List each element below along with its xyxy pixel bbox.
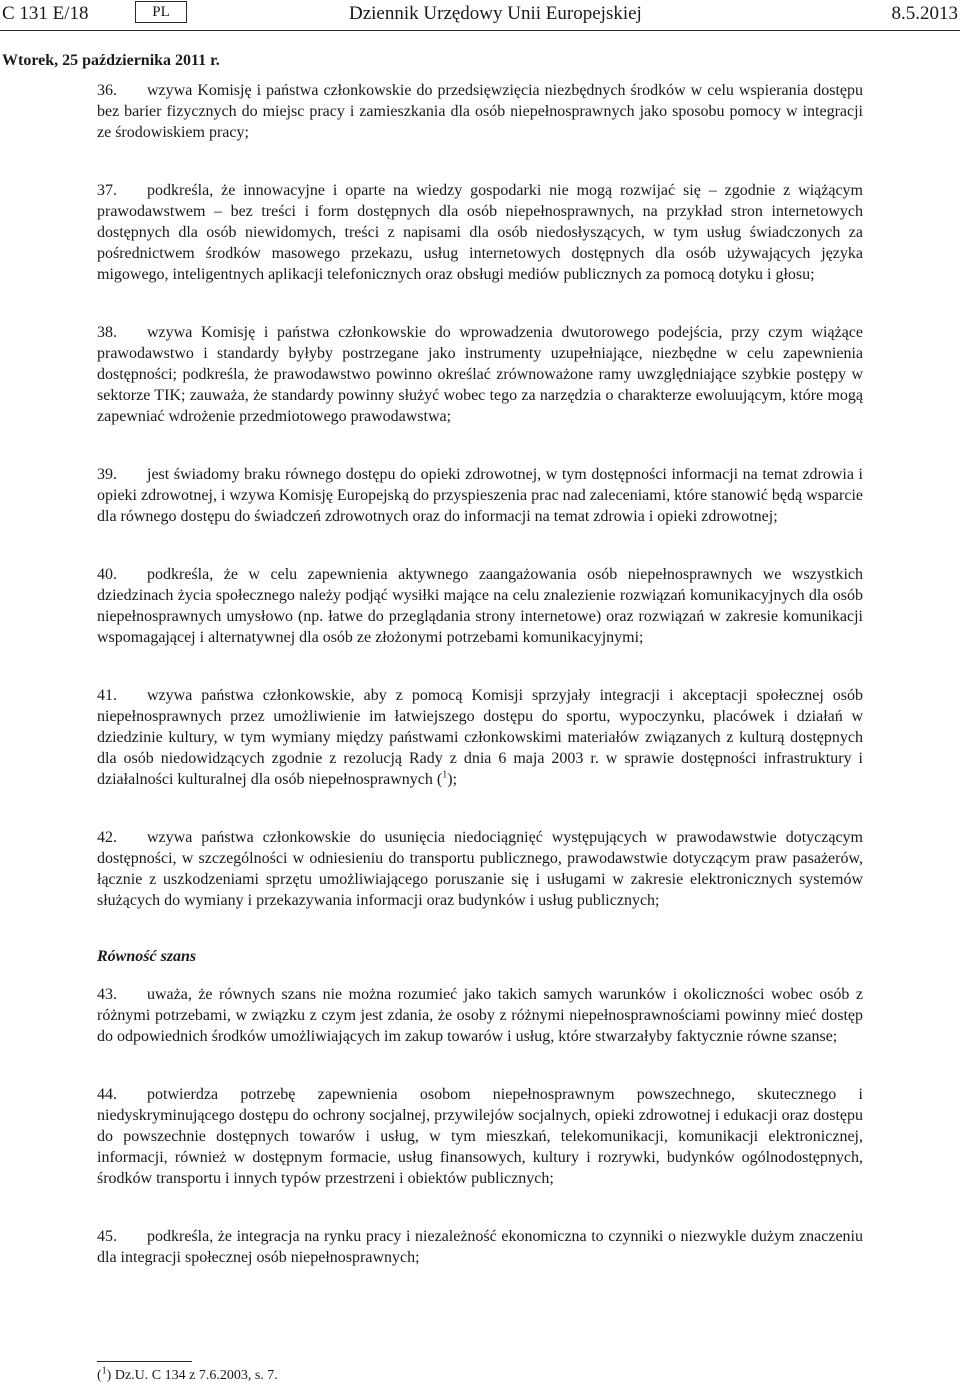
footnote	[97, 1365, 278, 1384]
footnote-open-paren: (	[97, 1368, 102, 1383]
paragraph-text: wzywa państwa członkowskie, aby z pomocą Komisji sprzyjały integracji i akceptacji społecznej osób niepełnosprawnych przez umożliwienie im łatwiejszego dostępu do sportu, wypoczynku, placówek i działań w dziedzinie kultury, w tym wymiany między państwami członkowskimi materiałów związanych z kulturą dostępnych dla osób niedowidzących zgodnie z rezolucją Rady z dnia 6 maja 2003 r. w sprawie dostępności infrastruktury i działalności kulturalnej dla osób niepełnosprawnych (	[97, 687, 863, 788]
paragraph-43	[97, 984, 863, 1047]
paragraph-41	[97, 685, 863, 790]
paragraph-number: 37.	[97, 182, 117, 199]
paragraph-39	[97, 464, 863, 527]
paragraph-text: potwierdza potrzebę zapewnienia osobom niepełnosprawnym powszechnego, skutecznego i niedyskryminującego dostępu do ochrony socjalnej, przywilejów socjalnych, opieki zdrowotnej i edukacji oraz dostępu do powszechnie dostępnych towarów i usług, w tym mieszkań, telekomunikacji, komunikacji elektronicznej, informacji, również w dostępnym formacie, usług finansowych, kultury i rozrywki, budynków ogólnodostępnych, środków transportu i innych typów przestrzeni i obiektów publicznych;	[97, 1086, 863, 1187]
paragraph-text: podkreśla, że w celu zapewnienia aktywnego zaangażowania osób niepełnosprawnych we wszystkich dziedzinach życia społecznego należy podjąć wysiłki mające na celu znalezienie rozwiązań komunikacyjnych dla osób niepełnosprawnych umysłowo (np. łatwe do przeglądania strony internetowe) oraz rozwiązań w zakresie komunikacji wspomagającej i alternatywnej dla osób ze złożonymi potrzebami komunikacyjnymi;	[97, 566, 863, 646]
footnote-marker: 1	[101, 1365, 107, 1377]
paragraph-text: podkreśla, że integracja na rynku pracy i niezależność ekonomiczna to czynniki o niezwykle dużym znaczeniu dla integracji społecznej osób niepełnosprawnych;	[97, 1228, 863, 1266]
paragraph-number: 41.	[97, 687, 117, 704]
paragraph-40	[97, 564, 863, 648]
footnote-text: Dz.U. C 134 z 7.6.2003, s. 7.	[114, 1368, 278, 1383]
paragraph-text: jest świadomy braku równego dostępu do opieki zdrowotnej, w tym dostępności informacji na temat zdrowia i opieki zdrowotnej, i wzywa Komisję Europejską do przyspieszenia prac nad zaleceniami, które stanowić będą wsparcie dla równego dostępu do świadczeń zdrowotnych oraz do informacji na temat zdrowia i opieki zdrowotnej;	[97, 466, 863, 525]
journal-reference: C 131 E/18	[2, 3, 89, 24]
paragraph-number: 43.	[97, 986, 117, 1003]
language-badge: PL	[135, 1, 187, 23]
paragraph-text: podkreśla, że innowacyjne i oparte na wiedzy gospodarki nie mogą rozwijać się – zgodnie z wiążącym prawodawstwem – bez treści i form dostępnych dla osób niepełnosprawnych, na przykład stron internetowych dostępnych dla osób niewidomych, treści z napisami dla osób niedosłyszących, w tym usług świadczonych za pośrednictwem środków masowego przekazu, usług internetowych dostępnych dla osób używających języka migowego, inteligentnych aplikacji telefonicznych oraz obsługi mediów publicznych za pomocą dotyku i głosu;	[97, 182, 863, 283]
paragraph-36	[97, 80, 863, 143]
paragraph-text: wzywa państwa członkowskie do usunięcia niedociągnięć występujących w prawodawstwie dotyczącym dostępności, w szczególności w odniesieniu do transportu publicznego, prawodawstwie dotyczącym praw pasażerów, łącznie z uszkodzeniami sprzętu umożliwiającego poruszanie się i usługami w zakresie elektronicznych systemów służących do wymiany i przekazywania informacji oraz budynków i usług publicznych;	[97, 829, 863, 909]
paragraph-number: 39.	[97, 466, 117, 483]
paragraph-45	[97, 1226, 863, 1268]
journal-title: Dziennik Urzędowy Unii Europejskiej	[349, 3, 642, 24]
footnote-close-paren: )	[106, 1368, 112, 1383]
paragraph-text: uważa, że równych szans nie można rozumieć jako takich samych warunków i okoliczności wobec osób z różnymi potrzebami, w związku z czym jest zdania, że osoby z różnymi niepełnosprawnościami powinny mieć dostęp do odpowiednich środków umożliwiających im zakup towarów i usług, które stwarzałyby faktycznie równe szanse;	[97, 986, 863, 1045]
page-header	[0, 0, 960, 28]
paragraph-text: wzywa Komisję i państwa członkowskie do wprowadzenia dwutorowego podejścia, przy czym wiążące prawodawstwo i standardy byłyby postrzegane jako instrumenty uzupełniające, niezbędne w celu zapewnienia dostępności; podkreśla, że prawodawstwo powinno określać zrównoważone ramy uwzględniające szybkie postępy w sektorze TIK; zauważa, że standardy powinny służyć wobec tego za narzędzia o charakterze ewoluującym, które mogą zapewniać wdrożenie przedmiotowego prawodawstwa;	[97, 324, 863, 425]
paragraph-number: 38.	[97, 324, 117, 341]
paragraph-text: wzywa Komisję i państwa członkowskie do przedsięwzięcia niezbędnych środków w celu wspierania dostępu bez barier fizycznych do miejsc pracy i zamieszkania dla osób niepełnosprawnych jako sposobu pomocy w integracji ze środowiskiem pracy;	[97, 82, 863, 141]
document-body	[97, 80, 863, 1305]
footnote-reference[interactable]: 1	[442, 769, 448, 781]
paragraph-44	[97, 1084, 863, 1189]
section-heading: Równość szans	[97, 948, 197, 965]
sitting-date: Wtorek, 25 października 2011 r.	[2, 52, 220, 69]
paragraph-text-tail: );	[447, 771, 458, 788]
paragraph-number: 44.	[97, 1086, 117, 1103]
publication-date: 8.5.2013	[891, 3, 958, 24]
paragraph-42	[97, 827, 863, 911]
paragraph-number: 45.	[97, 1228, 117, 1245]
paragraph-number: 36.	[97, 82, 117, 99]
paragraph-37	[97, 180, 863, 285]
footnote-divider	[97, 1361, 192, 1362]
paragraph-number: 40.	[97, 566, 117, 583]
paragraph-number: 42.	[97, 829, 117, 846]
paragraph-38	[97, 322, 863, 427]
header-divider	[0, 30, 960, 31]
